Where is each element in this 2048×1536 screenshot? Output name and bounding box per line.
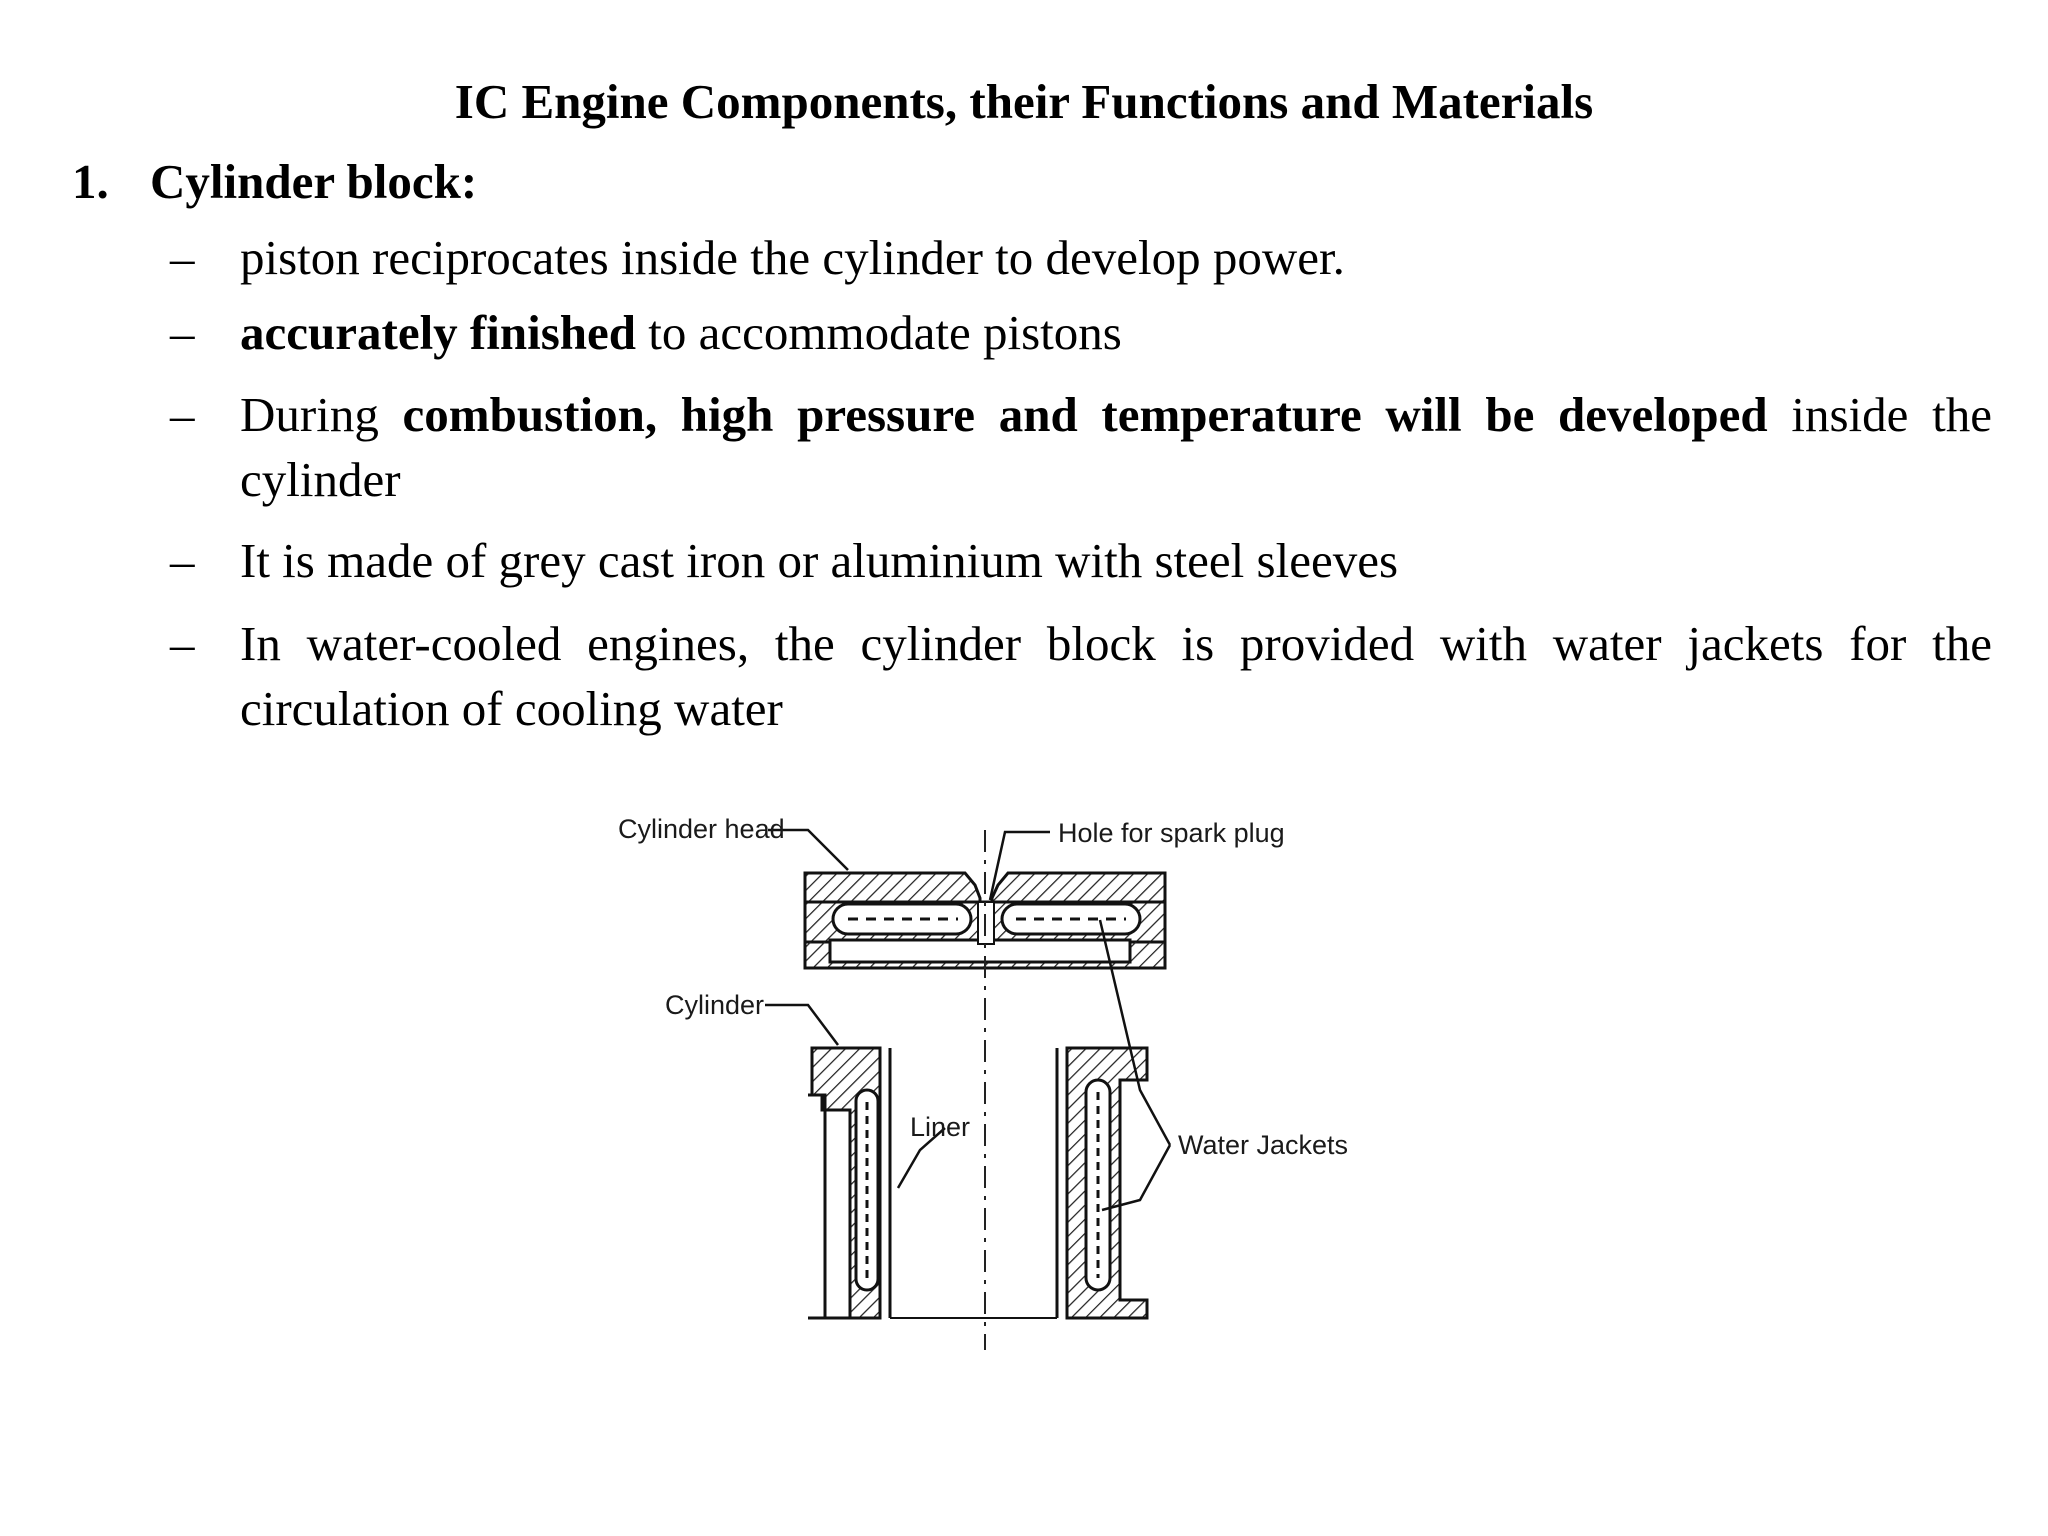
bullet-item [170,611,1992,741]
bullet-text: piston reciprocates inside the cylinder to develop power. [240,230,1345,285]
cylinder-block-diagram [580,790,1400,1370]
dash-marker: – [170,616,195,671]
section-number: 1. [72,154,109,209]
diagram-svg [580,790,1400,1370]
cylinder-block [808,1048,1147,1318]
bullet-item [170,300,1992,365]
bullet-text: to accommodate pistons [636,305,1122,360]
dash-marker: – [170,387,195,442]
bullet-item [170,382,1992,512]
bullet-text-bold: combustion, high pressure and temperature will be developed [402,387,1768,442]
bullet-text-bold: accurately finished [240,305,637,360]
bullet-item [170,528,1992,593]
section-heading-text: Cylinder block: [150,154,478,209]
bullet-list [0,0,2048,760]
bullet-text: In water-cooled engines, the cylinder block is provided with water jackets for the circulation of cooling water [240,616,1992,736]
dash-marker: – [170,230,195,285]
label-hole-for-spark-plug: Hole for spark plug [1058,818,1285,848]
label-water-jackets: Water Jackets [1178,1130,1349,1160]
label-cylinder-head: Cylinder head [618,814,785,844]
dash-marker: – [170,305,195,360]
bullet-text: During [240,387,403,442]
page-title: IC Engine Components, their Functions and Materials [454,74,1594,129]
bullet-item [170,225,1992,290]
bullet-text: It is made of grey cast iron or aluminium with steel sleeves [240,533,1399,588]
bullet-text: inside the cylinder [240,387,1992,507]
label-cylinder: Cylinder [665,990,765,1020]
dash-marker: – [170,533,195,588]
label-liner: Liner [910,1112,971,1142]
